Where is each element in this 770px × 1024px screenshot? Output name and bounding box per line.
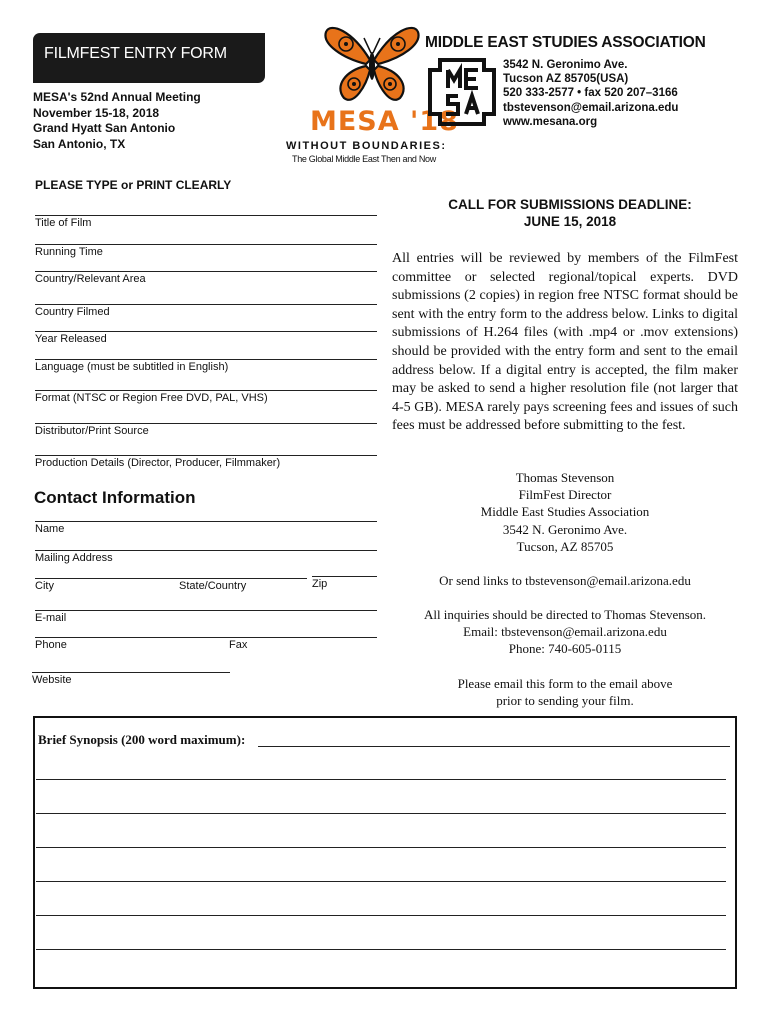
address-line: 3542 N. Geronimo Ave. (503, 59, 628, 71)
zip-field[interactable] (312, 576, 377, 596)
links-note: Or send links to tbstevenson@email.arizona.edu (439, 573, 691, 588)
deadline-date: JUNE 15, 2018 (523, 214, 617, 229)
field-label: Production Details (Director, Producer, Filmmaker) (35, 457, 281, 469)
field-label: State/Country (179, 580, 247, 592)
inquiries-line: All inquiries should be directed to Thomas Stevenson. (423, 607, 707, 622)
form-title: FILMFEST ENTRY FORM (33, 33, 265, 83)
country-area-field[interactable] (35, 271, 377, 291)
tagline-subtitle: The Global Middle East Then and Now (292, 154, 436, 164)
running-time-field[interactable] (35, 244, 377, 264)
synopsis-line[interactable] (36, 813, 726, 814)
email-note-line: Please email this form to the email above (457, 676, 673, 691)
field-label: Name (35, 523, 65, 535)
field-label: Distributor/Print Source (35, 425, 149, 437)
deadline-heading: CALL FOR SUBMISSIONS DEADLINE: (448, 197, 692, 212)
year-released-field[interactable] (35, 331, 377, 351)
field-label: Running Time (35, 246, 103, 258)
inquiries-line: Phone: 740-605-0115 (508, 641, 622, 657)
director-line: Middle East Studies Association (480, 504, 650, 520)
email-line: tbstevenson@email.arizona.edu (503, 101, 679, 114)
meeting-line: Grand Hyatt San Antonio (33, 121, 176, 135)
field-label: Fax (229, 639, 248, 651)
director-line: Tucson, AZ 85705 (516, 538, 614, 554)
synopsis-line[interactable] (36, 779, 726, 780)
name-field[interactable] (35, 521, 377, 541)
mesa-18-logo: MESA '18 (310, 106, 459, 137)
submission-instructions: All entries will be reviewed by members of the FilmFest committee or selected regional/topical experts. DVD submissions (2 copies) in region free NTSC format should be sent with the entry form to the address below. Links to digital submissions of H.264 files (with .mp4 or .mov extensions) should be provided with the entry form and sent to the email address below. If a digital entry is accepted, the film maker may be asked to send a higher resolution file (not larger that 4-5 GB). MESA rarely pays screening fees and issues of such fees must be addressed before submitting to the fest. (392, 251, 738, 434)
field-label: Title of Film (35, 217, 92, 229)
org-address (503, 58, 678, 129)
field-label: Country Filmed (35, 306, 110, 318)
address-line: Tucson AZ 85705(USA) (503, 73, 629, 86)
field-label: City (35, 580, 54, 592)
synopsis-line[interactable] (36, 915, 726, 916)
synopsis-line[interactable] (258, 746, 730, 747)
email-note-line: prior to sending your film. (496, 693, 634, 709)
mailing-address-field[interactable] (35, 550, 377, 570)
phone-fax-line: 520 333-2577 • fax 520 207–3166 (503, 87, 678, 100)
field-label: Phone (35, 639, 67, 651)
country-filmed-field[interactable] (35, 304, 377, 324)
field-label: Website (32, 674, 72, 686)
director-line: FilmFest Director (518, 487, 612, 503)
phone-field[interactable] (35, 637, 229, 657)
mesa-emblem-icon (426, 56, 498, 128)
synopsis-line[interactable] (36, 949, 726, 950)
field-label: Mailing Address (35, 552, 113, 564)
city-field[interactable] (35, 578, 179, 598)
state-country-field[interactable] (179, 578, 307, 598)
synopsis-line[interactable] (36, 847, 726, 848)
inquiries-line: Email: tbstevenson@email.arizona.edu (463, 624, 667, 640)
field-label: E-mail (35, 612, 67, 624)
contact-heading: Contact Information (34, 488, 196, 507)
meeting-line: November 15-18, 2018 (33, 105, 160, 120)
butterfly-logo-icon (322, 20, 422, 104)
website-field[interactable] (32, 672, 230, 692)
org-name: MIDDLE EAST STUDIES ASSOCIATION (425, 34, 706, 51)
tagline: WITHOUT BOUNDARIES: (286, 140, 447, 152)
language-field[interactable] (35, 359, 377, 379)
synopsis-line[interactable] (36, 881, 726, 882)
director-line: Thomas Stevenson (515, 470, 615, 485)
format-field[interactable] (35, 390, 377, 410)
submission-deadline (400, 196, 740, 230)
director-line: 3542 N. Geronimo Ave. (502, 521, 628, 537)
field-label: Language (must be subtitled in English) (35, 361, 229, 373)
email-form-note (400, 675, 730, 709)
print-instruction: PLEASE TYPE or PRINT CLEARLY (35, 178, 232, 192)
field-label: Zip (312, 578, 328, 590)
field-label: Country/Relevant Area (35, 273, 146, 285)
email-field[interactable] (35, 610, 377, 630)
synopsis-label: Brief Synopsis (200 word maximum): (38, 732, 246, 747)
website-line: www.mesana.org (503, 115, 598, 128)
field-label: Year Released (35, 333, 107, 345)
director-contact (400, 469, 730, 555)
field-label: Format (NTSC or Region Free DVD, PAL, VHS) (35, 392, 268, 404)
meeting-info (33, 90, 201, 152)
fax-field[interactable] (229, 637, 377, 657)
meeting-line: San Antonio, TX (33, 136, 126, 151)
distributor-field[interactable] (35, 423, 377, 443)
production-field[interactable] (35, 455, 377, 475)
inquiries-note (400, 606, 730, 658)
title-field[interactable] (35, 215, 377, 235)
meeting-line: MESA's 52nd Annual Meeting (33, 90, 201, 104)
